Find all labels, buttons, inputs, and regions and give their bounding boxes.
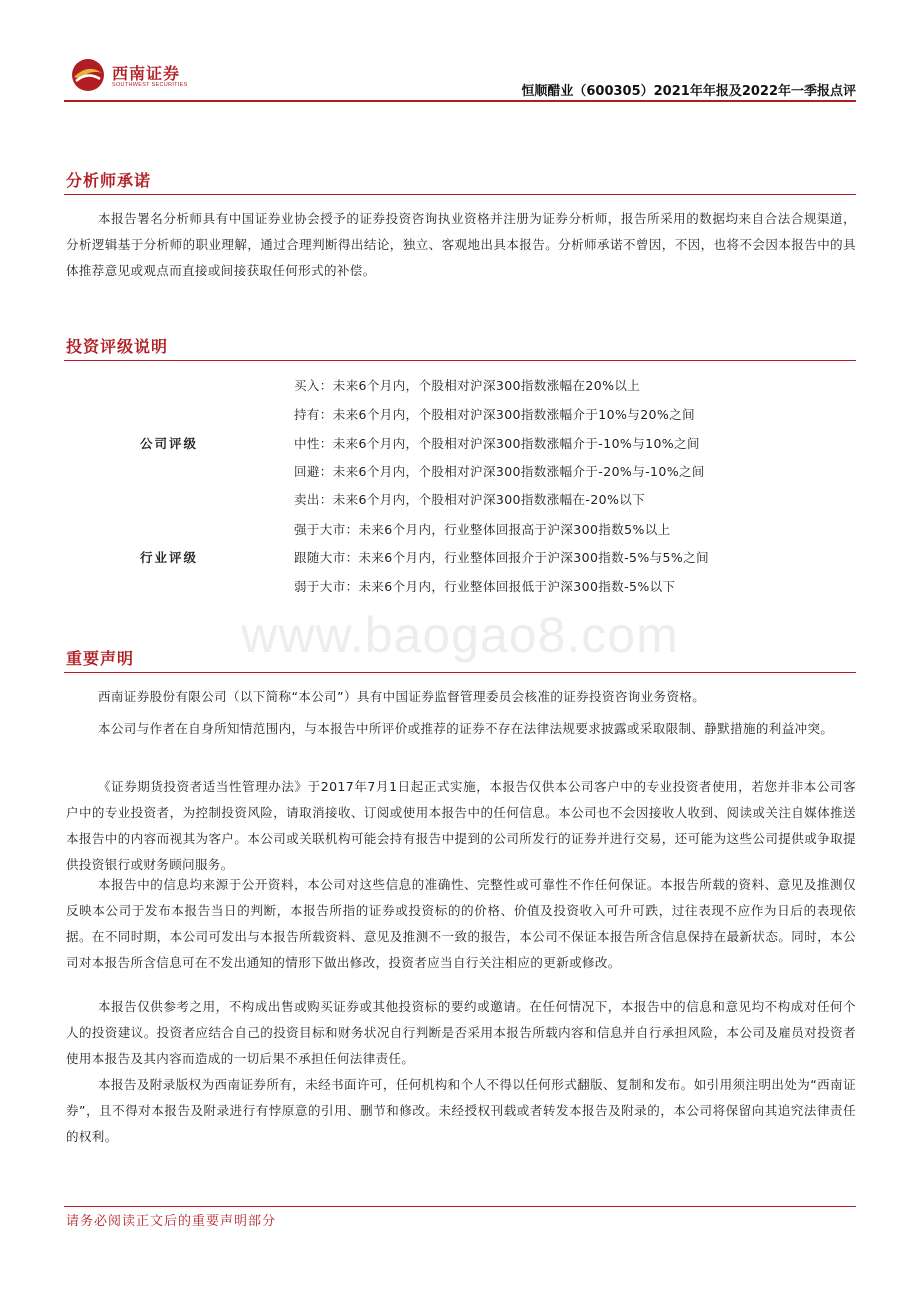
disclaimer-section-divider — [64, 672, 856, 673]
industry-rating-label: 行业评级 — [140, 550, 199, 565]
rating-section-title: 投资评级说明 — [66, 337, 169, 356]
footer-divider — [64, 1206, 856, 1207]
company-logo — [70, 55, 200, 93]
header-divider — [64, 100, 856, 102]
disclaimer-paragraph: 本报告及附录版权为西南证券所有，未经书面许可，任何机构和个人不得以任何形式翻版、复制和发布。如引用须注明出处为“西南证券”，且不得对本报告及附录进行有悖原意的引用、删节和修改。未经授权刊载或者转发本报告及附录的，本公司将保留向其追究法律责任的权利。 — [66, 1077, 856, 1144]
company-rating-label: 公司评级 — [140, 436, 199, 451]
logo-mark-icon — [70, 57, 106, 93]
company-rating-avoid: 回避：未来6个月内，个股相对沪深300指数涨幅介于-20%与-10%之间 — [294, 464, 705, 479]
disclaimer-paragraph: 本公司与作者在自身所知情范围内，与本报告中所评价或推荐的证券不存在法律法规要求披露或采取限制、静默措施的利益冲突。 — [98, 721, 834, 736]
disclaimer-paragraph: 西南证券股份有限公司（以下简称“本公司”）具有中国证券监督管理委员会核准的证券投资咨询业务资格。 — [98, 689, 706, 704]
report-title: 恒顺醋业（600305）2021年年报及2022年一季报点评 — [521, 84, 856, 99]
analyst-section-title: 分析师承诺 — [66, 171, 152, 190]
watermark: www.baogao8.com — [241, 607, 679, 663]
industry-rating-neutral: 跟随大市：未来6个月内，行业整体回报介于沪深300指数-5%与5%之间 — [294, 550, 709, 565]
logo-subtext: SOUTHWEST SECURITIES — [112, 82, 188, 88]
company-rating-neutral: 中性：未来6个月内，个股相对沪深300指数涨幅介于-10%与10%之间 — [294, 436, 700, 451]
company-rating-buy: 买入：未来6个月内，个股相对沪深300指数涨幅在20%以上 — [294, 378, 641, 393]
analyst-section-divider — [64, 194, 856, 195]
disclaimer-section-title: 重要声明 — [66, 649, 135, 668]
footer-notice: 请务必阅读正文后的重要声明部分 — [66, 1214, 277, 1229]
rating-section-divider — [64, 360, 856, 361]
analyst-paragraph: 本报告署名分析师具有中国证券业协会授予的证券投资咨询执业资格并注册为证券分析师，报告所采用的数据均来自合法合规渠道，分析逻辑基于分析师的职业理解，通过合理判断得出结论，独立、客观地出具本报告。分析师承诺不曾因，不因，也将不会因本报告中的具体推荐意见或观点而直接或间接获取任何形式的补偿。 — [66, 211, 856, 278]
disclaimer-paragraph: 《证券期货投资者适当性管理办法》于2017年7月1日起正式实施，本报告仅供本公司客户中的专业投资者使用，若您并非本公司客户中的专业投资者，为控制投资风险，请取消接收、订阅或使用本报告中的任何信息。本公司也不会因接收人收到、阅读或关注自媒体推送本报告中的内容而视其为客户。本公司或关联机构可能会持有报告中提到的公司所发行的证券并进行交易，还可能为这些公司提供或争取提供投资银行或财务顾问服务。 — [66, 779, 856, 872]
logo-text: 西南证券 — [112, 64, 181, 83]
disclaimer-paragraph: 本报告仅供参考之用，不构成出售或购买证券或其他投资标的要约或邀请。在任何情况下，本报告中的信息和意见均不构成对任何个人的投资建议。投资者应结合自己的投资目标和财务状况自行判断是否采用本报告所载内容和信息并自行承担风险，本公司及雇员对投资者使用本报告及其内容而造成的一切后果不承担任何法律责任。 — [66, 999, 856, 1066]
company-rating-hold: 持有：未来6个月内，个股相对沪深300指数涨幅介于10%与20%之间 — [294, 407, 695, 422]
industry-rating-underperform: 弱于大市：未来6个月内，行业整体回报低于沪深300指数-5%以下 — [294, 579, 676, 594]
company-rating-sell: 卖出：未来6个月内，个股相对沪深300指数涨幅在-20%以下 — [294, 492, 646, 507]
disclaimer-paragraph: 本报告中的信息均来源于公开资料，本公司对这些信息的准确性、完整性或可靠性不作任何保证。本报告所载的资料、意见及推测仅反映本公司于发布本报告当日的判断，本报告所指的证券或投资标的的价格、价值及投资收入可升可跌，过往表现不应作为日后的表现依据。在不同时期，本公司可发出与本报告所载资料、意见及推测不一致的报告，本公司不保证本报告所含信息保持在最新状态。同时，本公司对本报告所含信息可在不发出通知的情形下做出修改，投资者应当自行关注相应的更新或修改。 — [66, 877, 856, 970]
industry-rating-outperform: 强于大市：未来6个月内，行业整体回报高于沪深300指数5%以上 — [294, 522, 671, 537]
